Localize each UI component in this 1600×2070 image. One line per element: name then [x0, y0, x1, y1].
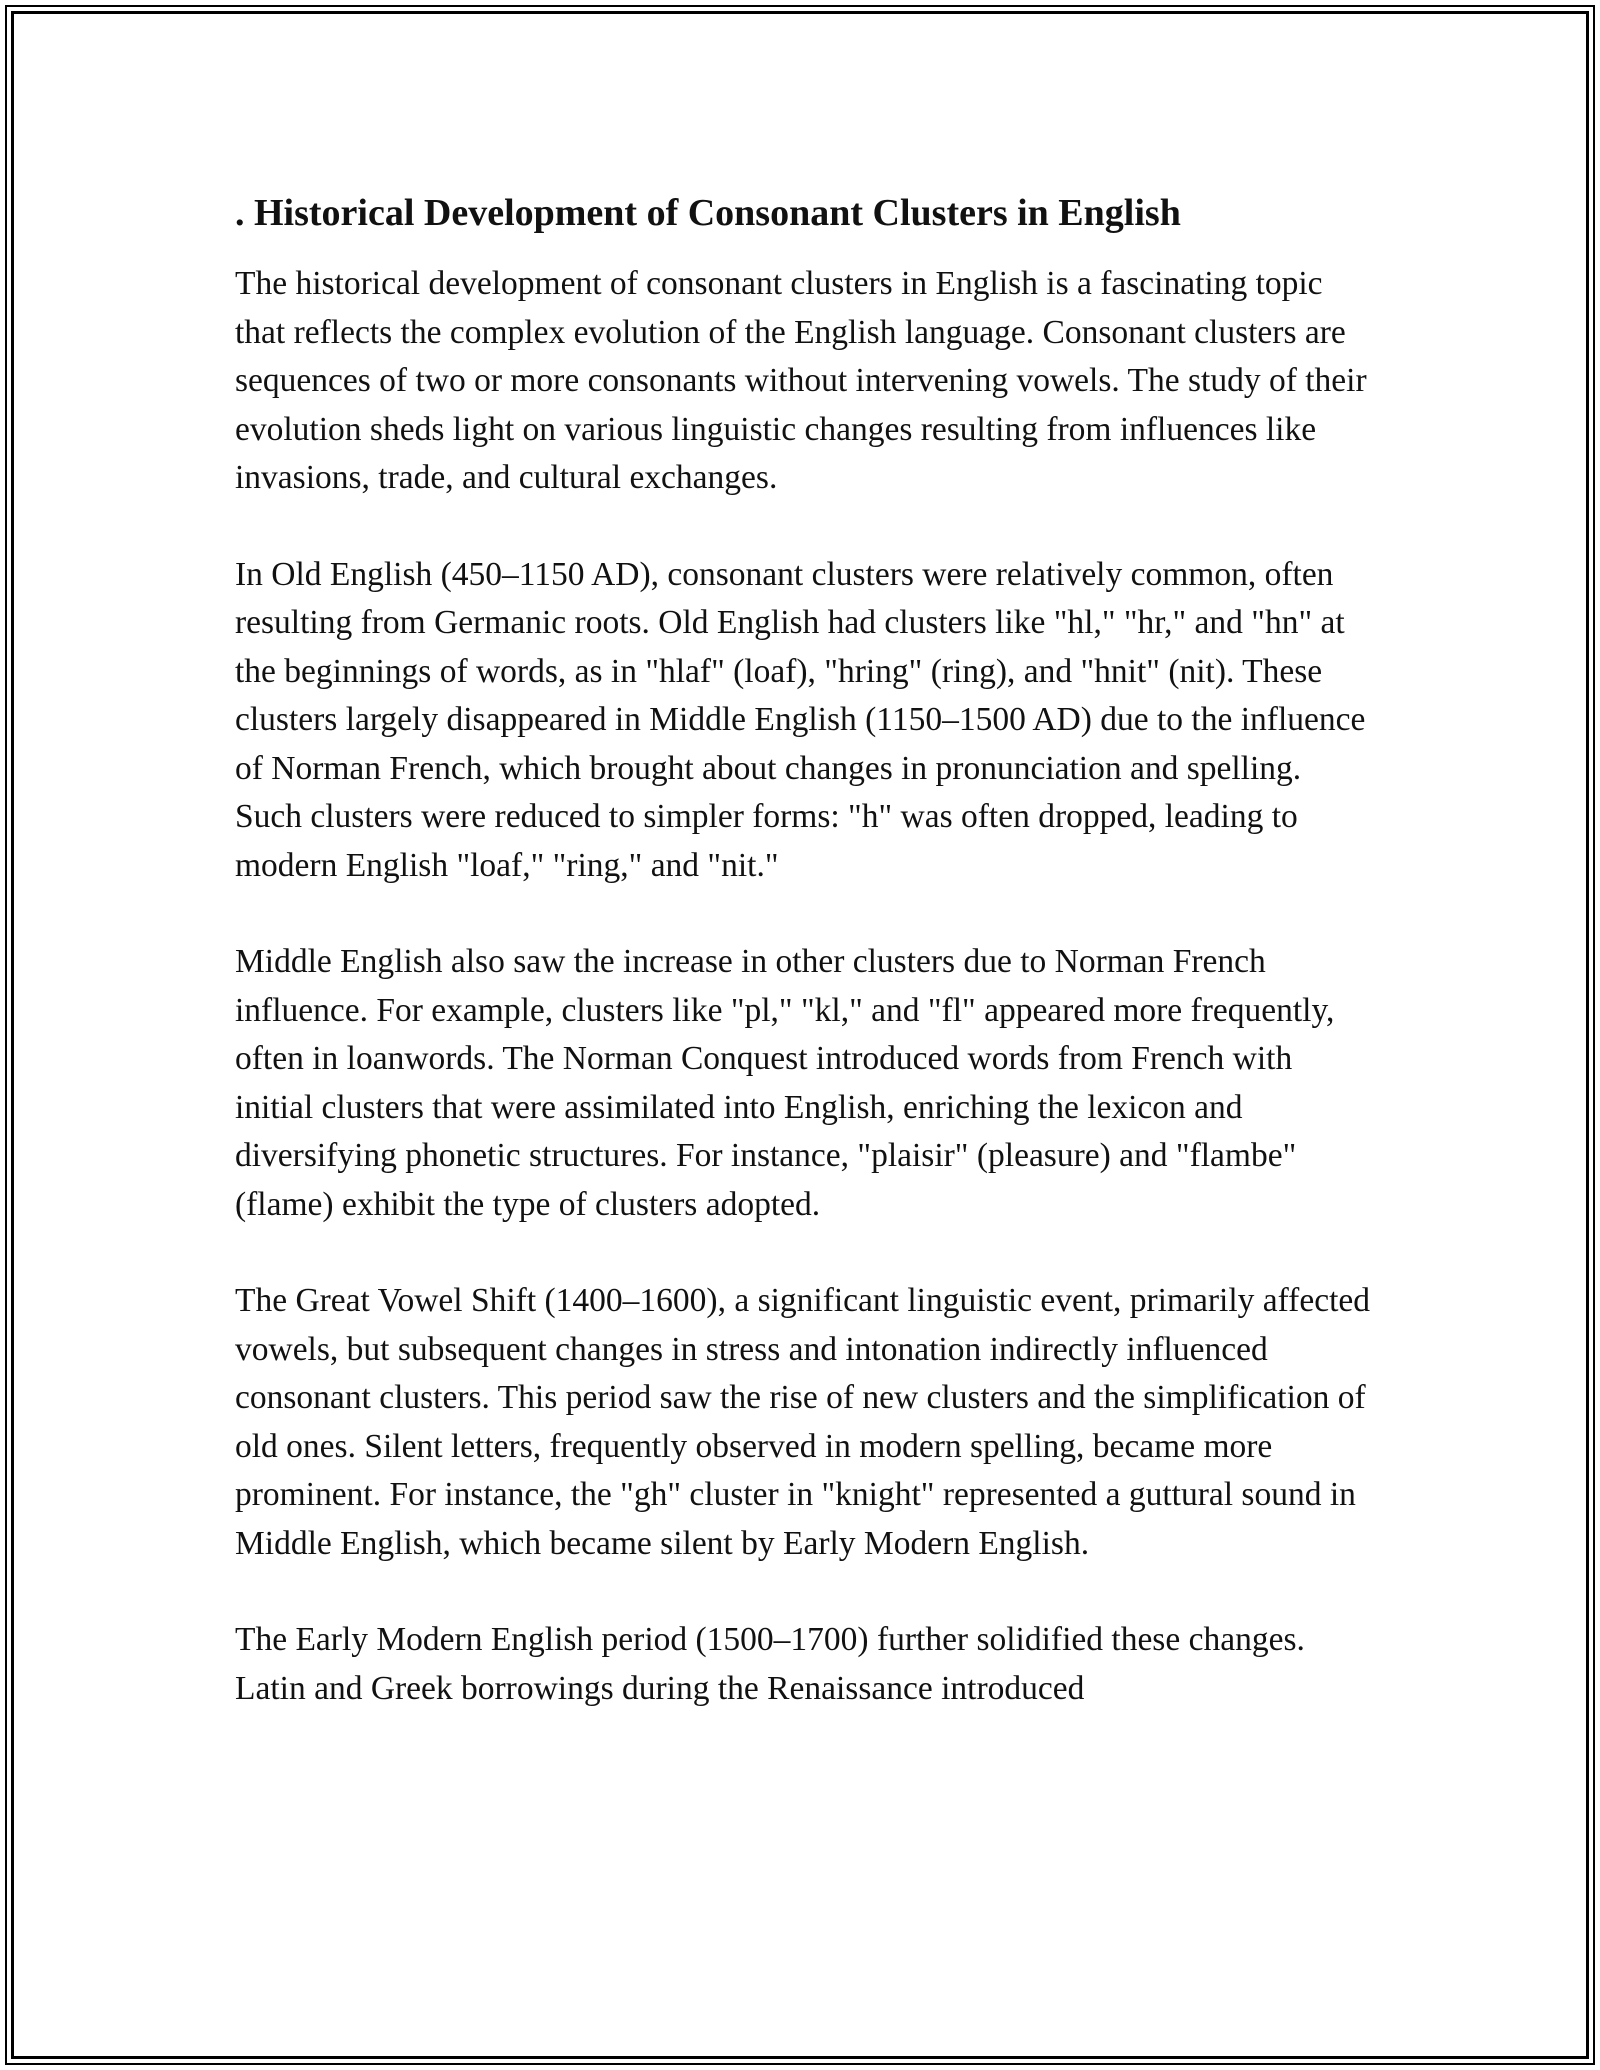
- paragraph-old-english: In Old English (450–1150 AD), consonant clusters were relatively common, often resulting from Germanic roots. Old English had clusters like "hl," "hr," and "hn" at the beginnings of words, as in "hlaf" (loaf), "hring" (ring), and "hnit" (nit). These clusters largely disappeared in Middle English (1150–1500 AD) due to the influence of Norman French, which brought about changes in pronunciation and spelling. Such clusters were reduced to simpler forms: "h" was often dropped, leading to modern English "loaf," "ring," and "nit.": [235, 555, 1366, 884]
- document-title: . Historical Development of Consonant Clusters in English: [235, 192, 1181, 234]
- paragraph-early-modern-english: The Early Modern English period (1500–1700) further solidified these changes. Latin and Greek borrowings during the Renaissance introduced: [235, 1621, 1305, 1707]
- paragraph-middle-english: Middle English also saw the increase in other clusters due to Norman French influence. For example, clusters like "pl," "kl," and "fl" appeared more frequently, often in loanwords. The Norman Conquest introduced words from French with initial clusters that were assimilated into English, enriching the lexicon and diversifying phonetic structures. For instance, "plaisir" (pleasure) and "flambe" (flame) exhibit the type of clusters adopted.: [235, 943, 1335, 1223]
- paragraph-great-vowel-shift: The Great Vowel Shift (1400–1600), a significant linguistic event, primarily affected vowels, but subsequent changes in stress and intonation indirectly influenced consonant clusters. This period saw the rise of new clusters and the simplification of old ones. Silent letters, frequently observed in modern spelling, became more prominent. For instance, the "gh" cluster in "knight" represented a guttural sound in Middle English, which became silent by Early Modern English.: [235, 1282, 1370, 1562]
- paragraph-intro: The historical development of consonant clusters in English is a fascinating topic that reflects the complex evolution of the English language. Consonant clusters are sequences of two or more consonants without intervening vowels. The study of their evolution sheds light on various linguistic changes resulting from influences like invasions, trade, and cultural exchanges.: [235, 265, 1367, 496]
- document-body: [235, 186, 1375, 1761]
